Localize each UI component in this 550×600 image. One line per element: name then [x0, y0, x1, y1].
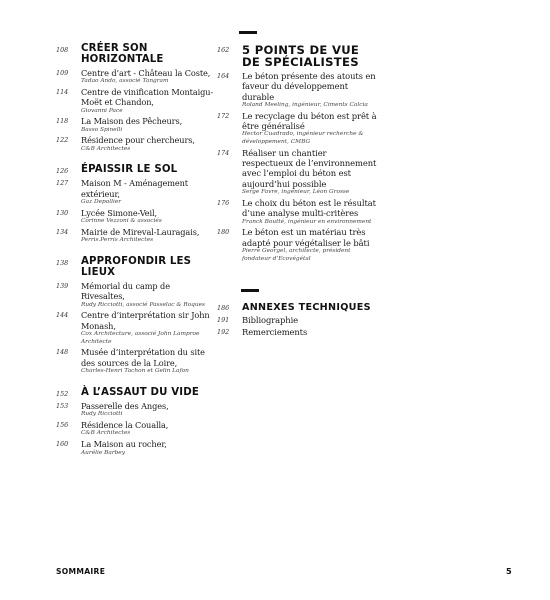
entry-title: Résidence pour chercheurs, [81, 135, 195, 146]
entry-title: Le béton est un matériau très adapté pour végétaliser le bâti [242, 227, 370, 248]
entry-title: Le recyclage du béton est prêt à être généralisé [242, 110, 377, 132]
entry-page-number: 118 [56, 117, 69, 126]
toc-entry[interactable] [217, 111, 377, 147]
toc-entry[interactable] [56, 310, 216, 346]
section-heading-row[interactable] [217, 44, 377, 69]
entry-title: Bibliographie [242, 315, 299, 326]
toc-entry[interactable] [217, 148, 377, 197]
entry-credit: Giovanni Pace [81, 107, 123, 114]
decorative-rule [239, 31, 257, 34]
entry-credit: Pierre Georgel, architecte, président fondateur d’Ecovégétal [242, 248, 351, 262]
entry-credit: C&B Architectes [81, 145, 131, 152]
entry-credit: Perris.Perris Architectes [81, 237, 154, 244]
entry-title: Lycée Simone-Veil, [81, 207, 158, 218]
toc-entry[interactable] [56, 68, 216, 86]
section-page-number: 162 [217, 46, 230, 54]
entry-page-number: 153 [56, 401, 69, 410]
entry-credit: Rudy Ricciotti [81, 411, 123, 418]
toc-entry[interactable] [56, 420, 216, 438]
toc-section [56, 165, 216, 245]
entry-credit: Franck Boutté, ingénieur en environnement [242, 218, 372, 225]
entry-credit: Gaz Depollier [81, 199, 122, 206]
toc-entry[interactable] [217, 71, 377, 110]
entry-page-number: 127 [56, 179, 69, 188]
toc-entry[interactable] [217, 315, 377, 325]
entry-page-number: 148 [56, 348, 69, 357]
entry-title: Centre d’art - Château la Coste, [81, 67, 211, 78]
toc-entry[interactable] [217, 227, 377, 263]
entry-page-number: 122 [56, 136, 69, 145]
entry-credit: Charles-Henri Tachon et Gelin Lafon [81, 368, 189, 375]
footer-section-label: SOMMAIRE [56, 567, 106, 576]
entry-title: La Maison des Pêcheurs, [81, 116, 183, 127]
entry-page-number: 191 [217, 316, 230, 325]
entry-credit: Corinne Vezzoni & associés [81, 218, 162, 225]
toc-entry[interactable] [56, 208, 216, 226]
section-page-number: 108 [56, 46, 69, 54]
section-heading: 5 POINTS DE VUE DE SPÉCIALISTES [242, 43, 360, 70]
section-heading-row[interactable] [56, 257, 216, 279]
section-heading: APPROFONDIR LES LIEUX [81, 256, 192, 278]
entry-credit: Cox Architecture, associé John Lamproe Architecte [81, 331, 200, 345]
section-heading: ANNEXES TECHNIQUES [242, 302, 371, 314]
toc-section [56, 257, 216, 376]
toc-section [217, 44, 377, 263]
entry-credit: Tadao Ando, associé Tangram [81, 78, 169, 85]
section-page-number: 138 [56, 259, 69, 268]
toc-left-column [56, 44, 216, 469]
entry-credit: Hector Cuadrado, ingénieur recherche & développement, CMBG [242, 131, 364, 146]
entry-title: Maison M - Aménagement extérieur, [81, 178, 188, 199]
entry-credit: Aurélie Barbey [81, 449, 126, 456]
toc-right-column [217, 44, 377, 349]
toc-entry[interactable] [56, 439, 216, 457]
section-heading: CRÉER SON HORIZONTALE [81, 43, 164, 65]
entry-page-number: 180 [217, 228, 230, 237]
toc-entry[interactable] [56, 401, 216, 419]
entry-page-number: 109 [56, 68, 69, 77]
entry-title: Mairie de Mireval-Lauragais, [81, 226, 200, 237]
section-heading: À L’ASSAUT DU VIDE [81, 387, 199, 399]
toc-entry[interactable] [56, 87, 216, 116]
toc-entry[interactable] [56, 116, 216, 134]
decorative-rule [241, 289, 259, 292]
toc-entry[interactable] [56, 178, 216, 207]
entry-title: Remerciements [242, 326, 308, 337]
entry-credit: Serge Favre, ingénieur, Léon Grosse [242, 189, 350, 196]
entry-title: Le béton présente des atouts en faveur du développement durable [242, 70, 376, 102]
entry-title: Le choix du béton est le résultat d’une analyse multi-critères [242, 197, 376, 219]
toc-section [56, 44, 216, 153]
entry-page-number: 174 [217, 148, 230, 157]
entry-title: Mémorial du camp de Rivesaltes, [81, 280, 170, 302]
entry-page-number: 164 [217, 71, 230, 80]
section-heading: ÉPAISSIR LE SOL [81, 164, 178, 176]
entry-credit: Basso Spinelli [81, 126, 123, 133]
toc-entry[interactable] [56, 347, 216, 376]
entry-title: La Maison au rocher, [81, 439, 167, 449]
entry-credit: Rudy Ricciotti, associé Passelac & Roques [81, 301, 206, 308]
section-heading-row[interactable] [56, 388, 216, 399]
entry-page-number: 130 [56, 208, 69, 217]
entry-page-number: 156 [56, 420, 69, 429]
entry-title: Musée d’interprétation du site des sources de la Loire, [81, 347, 205, 368]
entry-title: Centre d’interprétation sir John Monash, [81, 310, 210, 331]
entry-page-number: 192 [217, 327, 230, 336]
section-page-number: 126 [56, 167, 69, 176]
toc-section [217, 302, 377, 337]
toc-entry[interactable] [56, 281, 216, 310]
entry-page-number: 160 [56, 440, 69, 448]
entry-title: Centre de vinification Montaigu-Moët et Chandon, [81, 86, 214, 108]
entry-page-number: 134 [56, 227, 69, 236]
entry-page-number: 144 [56, 311, 69, 320]
toc-entry[interactable] [217, 327, 377, 337]
section-heading-row[interactable] [56, 44, 216, 66]
footer-page-number: 5 [506, 566, 512, 576]
entry-page-number: 172 [217, 111, 230, 120]
entry-page-number: 114 [56, 87, 69, 96]
section-heading-row[interactable] [56, 165, 216, 176]
entry-title: Réaliser un chantier respectueux de l’environnement avec l’emploi du béton est aujourd’hui possible [242, 147, 377, 189]
toc-entry[interactable] [56, 135, 216, 153]
section-page-number: 186 [217, 304, 230, 313]
toc-entry[interactable] [56, 227, 216, 245]
entry-title: Résidence la Coualla, [81, 419, 169, 430]
toc-entry[interactable] [217, 198, 377, 226]
toc-section [56, 388, 216, 457]
entry-page-number: 176 [217, 198, 230, 207]
entry-title: Passerelle des Anges, [81, 400, 169, 411]
entry-credit: C&B Architectes [81, 430, 131, 437]
entry-credit: Roland Meeling, ingénieur, Ciments Calcia [242, 102, 368, 109]
section-heading-row[interactable] [217, 302, 377, 313]
section-page-number: 152 [56, 390, 69, 399]
entry-page-number: 139 [56, 281, 69, 290]
